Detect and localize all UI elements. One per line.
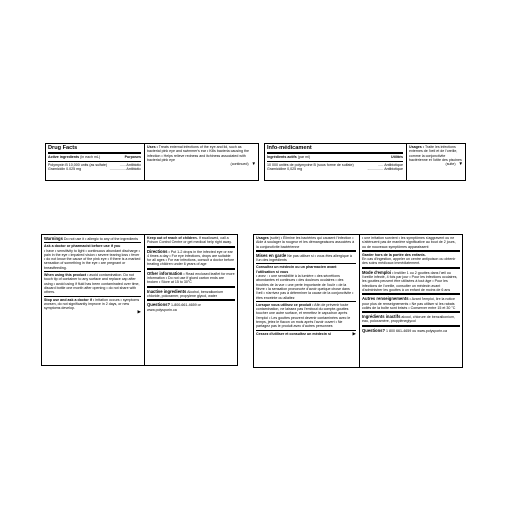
stop-use-text: • irritation occurs • symptoms worsen, do not significantly improve in 2 days, or new symptoms develop. [44, 297, 140, 311]
directions-label: Directions [147, 248, 168, 254]
active-ingredients-unit: (in each mL) [80, 155, 101, 160]
keep-out-label: Keep out of reach of children. [147, 236, 198, 240]
divider [48, 152, 141, 154]
active-ingredients-label: Active ingredients [48, 155, 80, 160]
autres-renseignements-label: Autres renseignements [362, 296, 409, 302]
uses-label: Usages [409, 145, 422, 149]
divider [147, 268, 235, 270]
ingredient-purpose: ................ Antibiotique [367, 167, 403, 171]
drug-facts-active-column [46, 144, 143, 180]
questions-text: 1 800 661-4659 ou www.polysporin.ca [386, 328, 447, 333]
info-medicament-title: Info-médicament [267, 145, 312, 151]
cessez-label: Cessez d'utiliser et consultez un médecin si [256, 331, 331, 336]
ingredients-inactifs-label: Ingrédients inactifs [362, 314, 401, 320]
consultez-label: Consultez un médecin ou un pharmacien avant l'utilisation si vous [256, 265, 337, 274]
consultez-text: • avez : • une sensibilité à la lumière • des sécrétions abondantes et continues • des douleurs oculaires • des troubles de la vue • une perte importante de l'ouïe • de la fièvre • la sensation prononcée d'avoir quelque chose dans l'œil • n'arrivez pas à déterminer la cause de la conjonctivite • êtes enceinte ou allaitez [256, 274, 354, 300]
questions-phone: 1-800-661-4659 or [171, 303, 201, 308]
lorsque-text: • Afin de prévenir toute contamination, ne laissez pas l'embout du compte-gouttes toucher une autre surface, et remettez le capuchon après l'emploi • Les gouttes peuvent devenir contaminées avec le temps, jetez le flacon un mois après l'avoir ouvert • Ne partagez pas le produit avec d'autres personnes [256, 302, 351, 329]
divider [362, 293, 460, 295]
divider [256, 250, 356, 252]
continued-label: (suite) [445, 162, 456, 167]
ingredient-name: Gramicidine 0,025 mg [267, 167, 303, 171]
ingredients-inactifs-text: alcool, chlorure de benzalkonium, eau, poloxamère, propylèneglycol [362, 315, 455, 324]
divider [362, 267, 460, 269]
ask-doctor-text: • have • sensitivity to light • continuous abundant discharge • pain in the eye • impaired vision • severe tearing loss • fever • do not know the cause of the pink eye • if there is a marked sensation of something in the eye • are pregnant or breastfeeding. [44, 248, 141, 270]
arrow-down-icon: ▼ [458, 161, 463, 167]
divider [256, 301, 356, 302]
info-medicament-active-column [265, 144, 405, 180]
divider [256, 263, 356, 264]
ask-doctor-label: Ask a doctor or pharmacist before use if you [44, 244, 121, 249]
drug-facts-top-panel-en [45, 143, 259, 181]
uses-text: • Traite les infections externes de l'œil et de l'oreille, comme la conjonctivite bactérienne et l'otite des piscines [409, 145, 462, 162]
divider [267, 161, 403, 162]
cessez-row [256, 332, 356, 336]
mode-emploi-label: Mode d'emploi [362, 269, 392, 275]
drug-facts-bottom-panel-en [41, 234, 238, 366]
keep-out-text: If swallowed, call a Poison Control Centre or get medical help right away. [147, 236, 232, 245]
divider [44, 271, 141, 272]
divider [147, 286, 235, 288]
usages-suite: (suite) [269, 236, 280, 240]
cessez-text: • une irritation survient • les symptômes s'aggravent ou ne s'atténuent pas de manière significative au bout de 2 jours, ou de nouveaux symptômes apparaissent [362, 236, 456, 249]
arrow-right-icon: ▶ [352, 330, 356, 336]
divider [256, 330, 356, 331]
active-header-row [48, 155, 141, 159]
questions-label: Questions? [147, 302, 171, 308]
divider [362, 325, 460, 327]
questions-label: Questions? [362, 327, 386, 333]
mises-en-garde-text: Ne pas utiliser si • vous êtes allergique à l'un des ingrédients [256, 253, 352, 263]
when-using-text: • avoid contamination. Do not touch tip of container to any surface and replace cap after using • avoid using if fluid has been contaminated over time, discard bottle one month after opening • do not share with others. [44, 273, 140, 295]
ingredient-row [48, 167, 141, 171]
active-ingredients-label: Ingrédients actifs [267, 155, 297, 160]
mises-en-garde-label: Mises en garde [256, 252, 287, 258]
ingredient-name: Gramicidin 0.025 mg [48, 167, 82, 171]
ingredient-purpose: ...... Antibiotic [119, 162, 141, 167]
ingredient-purpose: ................ Antibiotic [109, 167, 141, 171]
arrow-row [44, 310, 141, 314]
garder-text: En cas d'ingestion, appeler un centre antipoison ou obtenir des soins médicaux immédiatement. [362, 257, 456, 266]
garder-label: Garder hors de la portée des enfants. [362, 252, 426, 257]
divider [147, 299, 235, 301]
divider [48, 161, 141, 162]
divider [44, 242, 141, 243]
divider [44, 296, 141, 297]
other-information-text: • Read enclosed leaflet for more information • Do not use if glued carton ends are broken • Store at 15 to 30°C [147, 271, 235, 285]
continued-label: (continued) [230, 162, 249, 167]
uses-text: • Treats external infections of the eye and lid, such as bacterial pink eye and swimmer's ear • Kills bacteria causing the infection • Helps relieve redness and itchiness associated with bacterial pink eye [147, 145, 250, 162]
warnings-text: Do not use it • allergic to any of the ingredients [63, 237, 139, 241]
fr-left-column [254, 235, 358, 367]
drug-facts-uses-column [145, 144, 258, 180]
continued-row [409, 162, 463, 166]
usages-text: • Élimine les bactéries qui causent l'infection • Aide à soulager la rougeur et les démangeaisons associées à la conjonctivite bactérienne [256, 236, 355, 249]
continued-row [147, 162, 256, 166]
drug-facts-title: Drug Facts [48, 145, 78, 151]
autres-renseignements-text: • Avant l'emploi, lire la notice pour plus de renseignements • Ne pas utiliser si les rabats collés de la boîte sont brisés • Conserver entre 15 et 30 °C [362, 297, 456, 310]
usages-label: Usages [256, 236, 269, 240]
purposes-label: Utilités [391, 155, 403, 160]
mode-emploi-text: • Instiller 1 ou 2 gouttes dans l'œil ou l'oreille infecté, 4 fois par jour • Pour les infections oculaires, les gouttes peuvent être utilisées à tout âge • Pour les infections de l'oreille, consulter un médecin avant d'administrer les gouttes à un enfant de moins de 6 ans [362, 270, 458, 292]
uses-label: Uses [147, 145, 156, 149]
inactive-ingredients-label: Inactive ingredients [147, 288, 187, 294]
en-left-column [42, 235, 143, 365]
lorsque-label: Lorsque vous utilisez ce produit [256, 302, 312, 307]
divider [362, 250, 460, 252]
warnings-label: Warnings [44, 236, 63, 241]
ingredient-name: Polymyxin B 10,000 units (as sulfate) [48, 162, 108, 167]
active-ingredients-unit: (par ml) [297, 155, 311, 160]
inactive-ingredients-text: Alcohol, benzalkonium chloride, poloxamer, propylene glycol, water [147, 289, 224, 298]
arrow-down-icon: ▼ [251, 161, 256, 167]
divider [147, 246, 235, 248]
divider [362, 311, 460, 313]
active-header-row [267, 155, 403, 159]
purposes-label: Purposes [124, 155, 141, 160]
ingredient-purpose: ..... Antibiotique [378, 162, 403, 167]
drug-facts-bottom-panel-fr [253, 234, 463, 368]
ingredient-row [267, 167, 403, 171]
divider [267, 152, 403, 154]
info-medicament-uses-column [407, 144, 465, 180]
directions-text: • Put 1-2 drops in the infected eye or ear 4 times a day • For eye infections, drops are suitable for all ages • For ear infections, consult a doctor before treating children under 6 years of age [147, 249, 235, 267]
when-using-label: When using this product [44, 273, 87, 278]
other-information-label: Other information [147, 270, 183, 276]
arrow-right-icon: ▶ [137, 309, 141, 315]
ingredient-name: 10 000 unités de polymyxine B (sous forme de sulfate) [267, 162, 354, 167]
en-right-column [145, 235, 237, 365]
stop-use-label: Stop use and ask a doctor if [44, 297, 92, 302]
questions-website: www.polysporin.ca [147, 307, 177, 312]
fr-right-column [360, 235, 462, 367]
drug-facts-top-panel-fr [264, 143, 466, 181]
